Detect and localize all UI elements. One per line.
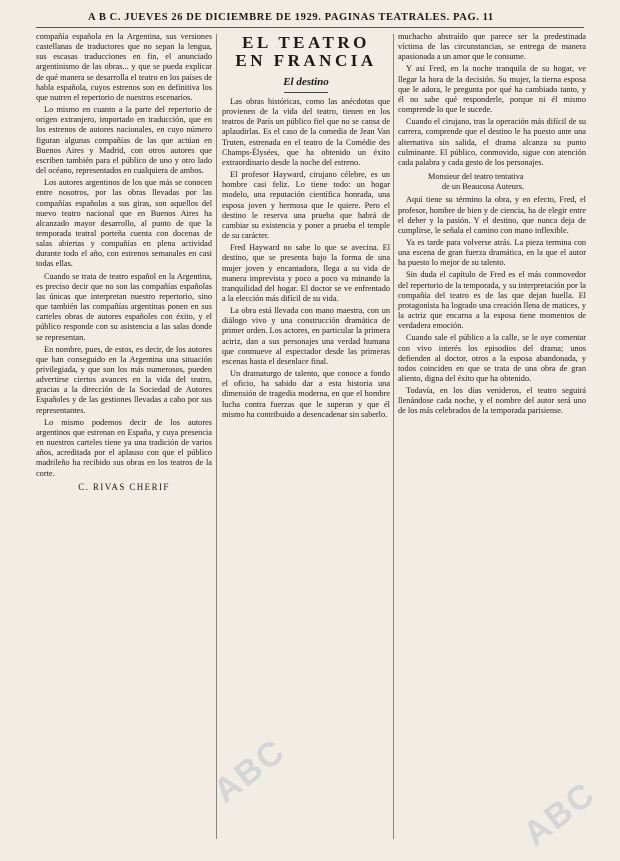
paragraph: Y así Fred, en la noche tranquila de su hogar, ve llegar la hora de la decisión. Su mujer, la tierna esposa que le adora, le pregunta por qué ha cambiado tanto, y él no sabe qué responderle, porque ni él mismo comprende lo que le sucede. xyxy=(398,64,586,115)
paragraph: Todavía, en los días venideros, el teatro seguirá llenándose cada noche, y el nombre del autor será uno de los más celebrados de la temporada parisiense. xyxy=(398,386,586,416)
column-divider xyxy=(216,34,217,839)
title-line: EN FRANCIA xyxy=(235,51,377,70)
column-1 xyxy=(36,32,212,839)
subtitle-rule xyxy=(284,92,328,93)
article-subtitle: El destino xyxy=(283,76,329,88)
paragraph: Cuando se trata de teatro español en la Argentina, es preciso decir que no son las compañías españolas las únicas que interpretan nuestro repertorio, sino que también las compañías argentinas ponen en sus carteles obras de autores españoles con éxito, y el público responde con su asistencia a las salas donde se representan. xyxy=(36,271,212,342)
paragraph: Cuando el cirujano, tras la operación más difícil de su carrera, comprende que el destino le ha puesto ante una alternativa sin salida, el drama alcanza su punto culminante. El público, conmovido, sigue con atención cada palabra y cada gesto de los personajes. xyxy=(398,117,586,167)
header-rule xyxy=(36,27,584,28)
abc-watermark: ABC xyxy=(206,731,293,811)
paragraph: Lo mismo podemos decir de los autores argentinos que estrenan en España, y cuya presencia en nuestros carteles tiene ya una tradición de varios años, acreditada por el aplauso con que el público madrileño ha recibido sus obras en los teatros de la corte. xyxy=(36,417,212,478)
paragraph: Cuando sale el público a la calle, se le oye comentar con vivo interés los episodios del drama; unos defienden al doctor, otros a la esposa abandonada, y todos coinciden en que se trata de una obra de gran aliento, digna del éxito que ha obtenido. xyxy=(398,333,586,383)
column-2 xyxy=(222,32,390,839)
paragraph: La obra está llevada con mano maestra, con un diálogo vivo y una construcción dramática de primer orden. Los actores, en particular la primera actriz, dan a sus personajes una verdad humana que conmueve al espectador desde las primeras escenas hasta el desenlace final. xyxy=(222,306,390,366)
paragraph: Los autores argentinos de los que más se conocen entre nosotros, por las obras llevadas por las compañías españolas a sus giras, son aquellos del nuevo teatro nacional que en Buenos Aires ha alcanzado mayor desarrollo, al punto de que la temporada teatral porteña cuenta con docenas de salas abiertas y compañías en plena actividad durante todo el año, con estrenos semanales en casi todas ellas. xyxy=(36,178,212,269)
paragraph: En nombre, pues, de estos, es decir, de los autores que han conseguido en la Argentina una situación privilegiada, y que son los más numerosos, pueden advertirse ciertos avances en la vida del teatro, gracias a la dirección de la Sociedad de Autores Españoles y de las gestiones llevadas a cabo por sus representantes. xyxy=(36,344,212,415)
paragraph: Aquí tiene su término la obra, y en efecto, Fred, el profesor, hombre de bien y de ciencia, ha de elegir entre el deber y la pasión. Y el destino, que nunca deja de cumplirse, le señala el camino con mano inflexible. xyxy=(398,195,586,235)
column-divider xyxy=(393,34,394,839)
paragraph: Sin duda el capítulo de Fred es el más conmovedor del repertorio de la temporada, y su interpretación por la compañía del teatro es de las que dejan huella. El protagonista ha logrado una creación llena de matices, y la actriz que encarna a la esposa tiene momentos de verdadera emoción. xyxy=(398,270,586,331)
title-line: EL TEATRO xyxy=(242,33,370,52)
abc-watermark: ABC xyxy=(516,774,603,854)
paragraph: Lo mismo en cuanto a la parte del repertorio de origen extranjero, importado en traducción, que en los estrenos de autores nacionales, en cuyo número figuran algunas compañías de las que actúan en Buenos Aires y Madrid, con otros autores que escriben también para el público de uno y otro lado del océano, representados en cualquiera de ambos. xyxy=(36,105,212,176)
column-3 xyxy=(398,32,586,839)
author-signature: C. RIVAS CHERIF xyxy=(78,481,170,492)
page-header xyxy=(0,8,620,28)
section-heading: de un Beaucosa Auteurs. xyxy=(442,182,525,192)
paragraph: Un dramaturgo de talento, que conoce a fondo el oficio, ha sabido dar a esta historia una dimensión de tragedia moderna, en que el hombre lucha contra fuerzas que le superan y que él mismo ha contribuido a desencadenar sin saberlo. xyxy=(222,369,390,419)
paragraph: Ya es tarde para volverse atrás. La pieza termina con una escena de gran fuerza dramática, en la que el autor ha puesto lo mejor de su talento. xyxy=(398,237,586,268)
article-title xyxy=(222,34,390,70)
header-running-title: A B C. JUEVES 26 DE DICIEMBRE DE 1929. PAGINAS TEATRALES. PAG. 11 xyxy=(88,12,494,23)
paragraph: El profesor Hayward, cirujano célebre, es un hombre casi feliz. Lo tiene todo: un hogar modelo, una reputación científica honrada, una esposa joven y hermosa que le quiere. Pero el destino le reserva una prueba que habrá de cambiar su existencia y poner a prueba el temple de su carácter. xyxy=(222,170,390,241)
paragraph: Fred Hayward no sabe lo que se avecina. El destino, que se presenta bajo la forma de una mujer joven y encantadora, llega a su vida de manera imprevista y poco a poco va minando la tranquilidad del hogar. El doctor se ve enfrentado a la elección más difícil de su vida. xyxy=(222,243,390,303)
paragraph: muchacho abstraído que parece ser la predestinada víctima de las circunstancias, se entrega de manera apasionada a un amor que le consume. xyxy=(398,32,586,62)
paragraph: compañía española en la Argentina, sus versiones castellanas de traductores que no sepan la lengua, sus escasas traducciones en fin, el anunciado argentinismo de las obras... y que se pueda explicar de qué manera se desarrolla el teatro en los países de habla española, cuyos estrenos son en definitiva los que nutren el repertorio de nuestros escenarios. xyxy=(36,32,212,102)
section-heading: Monsieur del teatro tentativa xyxy=(428,172,524,182)
paragraph: Las obras históricas, como las anécdotas que provienen de la vida del teatro, tienen en los teatros de París un público fiel que no se cansa de aplaudirlas. Es el caso de la comedia de Jean Van Truten, estrenada en el teatro de la Comédie des Champs-Élysées, que ha obtenido un éxito extraordinario desde la noche del estreno. xyxy=(222,97,390,167)
